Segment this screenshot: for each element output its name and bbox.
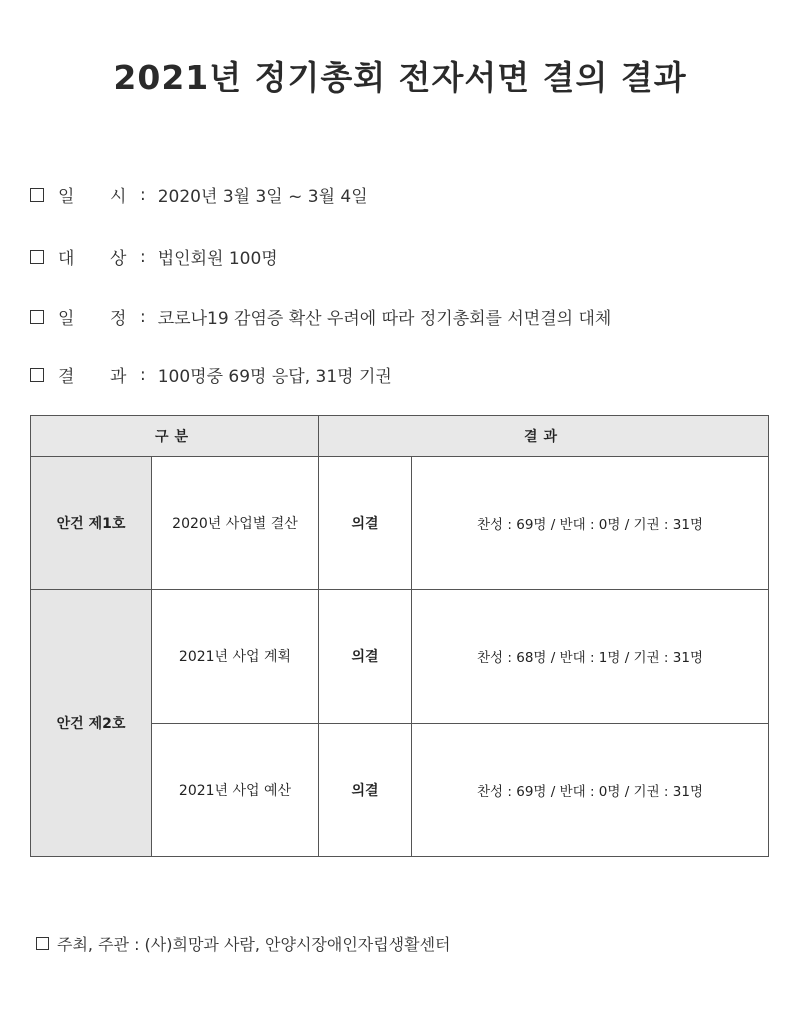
- info-value: 100명중 69명 응답, 31명 기권: [157, 367, 392, 387]
- tally-cell: 찬성 : 69명 / 반대 : 0명 / 기권 : 31명: [412, 457, 769, 590]
- tally-cell: 찬성 : 68명 / 반대 : 1명 / 기권 : 31명: [412, 590, 769, 723]
- resolution-cell: 의결: [319, 723, 412, 856]
- checkbox-square-icon: [30, 310, 44, 324]
- checkbox-square-icon: [36, 937, 49, 950]
- checkbox-square-icon: [30, 250, 44, 264]
- resolution-cell: 의결: [319, 590, 412, 723]
- info-label-second: 정: [110, 309, 127, 329]
- agenda-cell: 안건 제1호: [31, 457, 152, 590]
- info-label-second: 과: [110, 367, 127, 387]
- table-row: [31, 590, 769, 723]
- header-result: 결과: [319, 416, 769, 457]
- info-value: 법인회원 100명: [157, 249, 278, 269]
- organizer-text: 주최, 주관 : (사)희망과 사람, 안양시장애인자립생활센터: [57, 935, 451, 954]
- agenda-cell: 안건 제2호: [31, 590, 152, 857]
- info-row-date: 일 시 : 2020년 3월 3일 ~ 3월 4일: [30, 182, 368, 207]
- info-label-first: 일: [58, 309, 75, 329]
- checkbox-square-icon: [30, 368, 44, 382]
- table-header-row: [31, 416, 769, 457]
- info-label-second: 상: [110, 249, 127, 269]
- info-value: 2020년 3월 3일 ~ 3월 4일: [157, 187, 368, 207]
- info-row-result: 결 과 : 100명중 69명 응답, 31명 기권: [30, 362, 392, 387]
- table-row: [31, 457, 769, 590]
- info-label-first: 결: [58, 367, 75, 387]
- info-row-schedule: 일 정 : 코로나19 감염증 확산 우려에 따라 정기총회를 서면결의 대체: [30, 304, 611, 329]
- document-title: 2021년 정기총회 전자서면 결의 결과: [113, 58, 687, 97]
- info-label-first: 일: [58, 187, 75, 207]
- item-cell: 2021년 사업 예산: [152, 723, 319, 856]
- header-category: 구분: [31, 416, 319, 457]
- item-cell: 2020년 사업별 결산: [152, 457, 319, 590]
- info-row-target: 대 상 : 법인회원 100명: [30, 244, 278, 269]
- info-label-first: 대: [58, 249, 75, 269]
- info-value: 코로나19 감염증 확산 우려에 따라 정기총회를 서면결의 대체: [157, 309, 612, 329]
- tally-cell: 찬성 : 69명 / 반대 : 0명 / 기권 : 31명: [412, 723, 769, 856]
- organizer-footer: [36, 932, 451, 955]
- results-table: [30, 415, 769, 857]
- checkbox-square-icon: [30, 188, 44, 202]
- resolution-cell: 의결: [319, 457, 412, 590]
- info-label-second: 시: [110, 187, 127, 207]
- item-cell: 2021년 사업 계획: [152, 590, 319, 723]
